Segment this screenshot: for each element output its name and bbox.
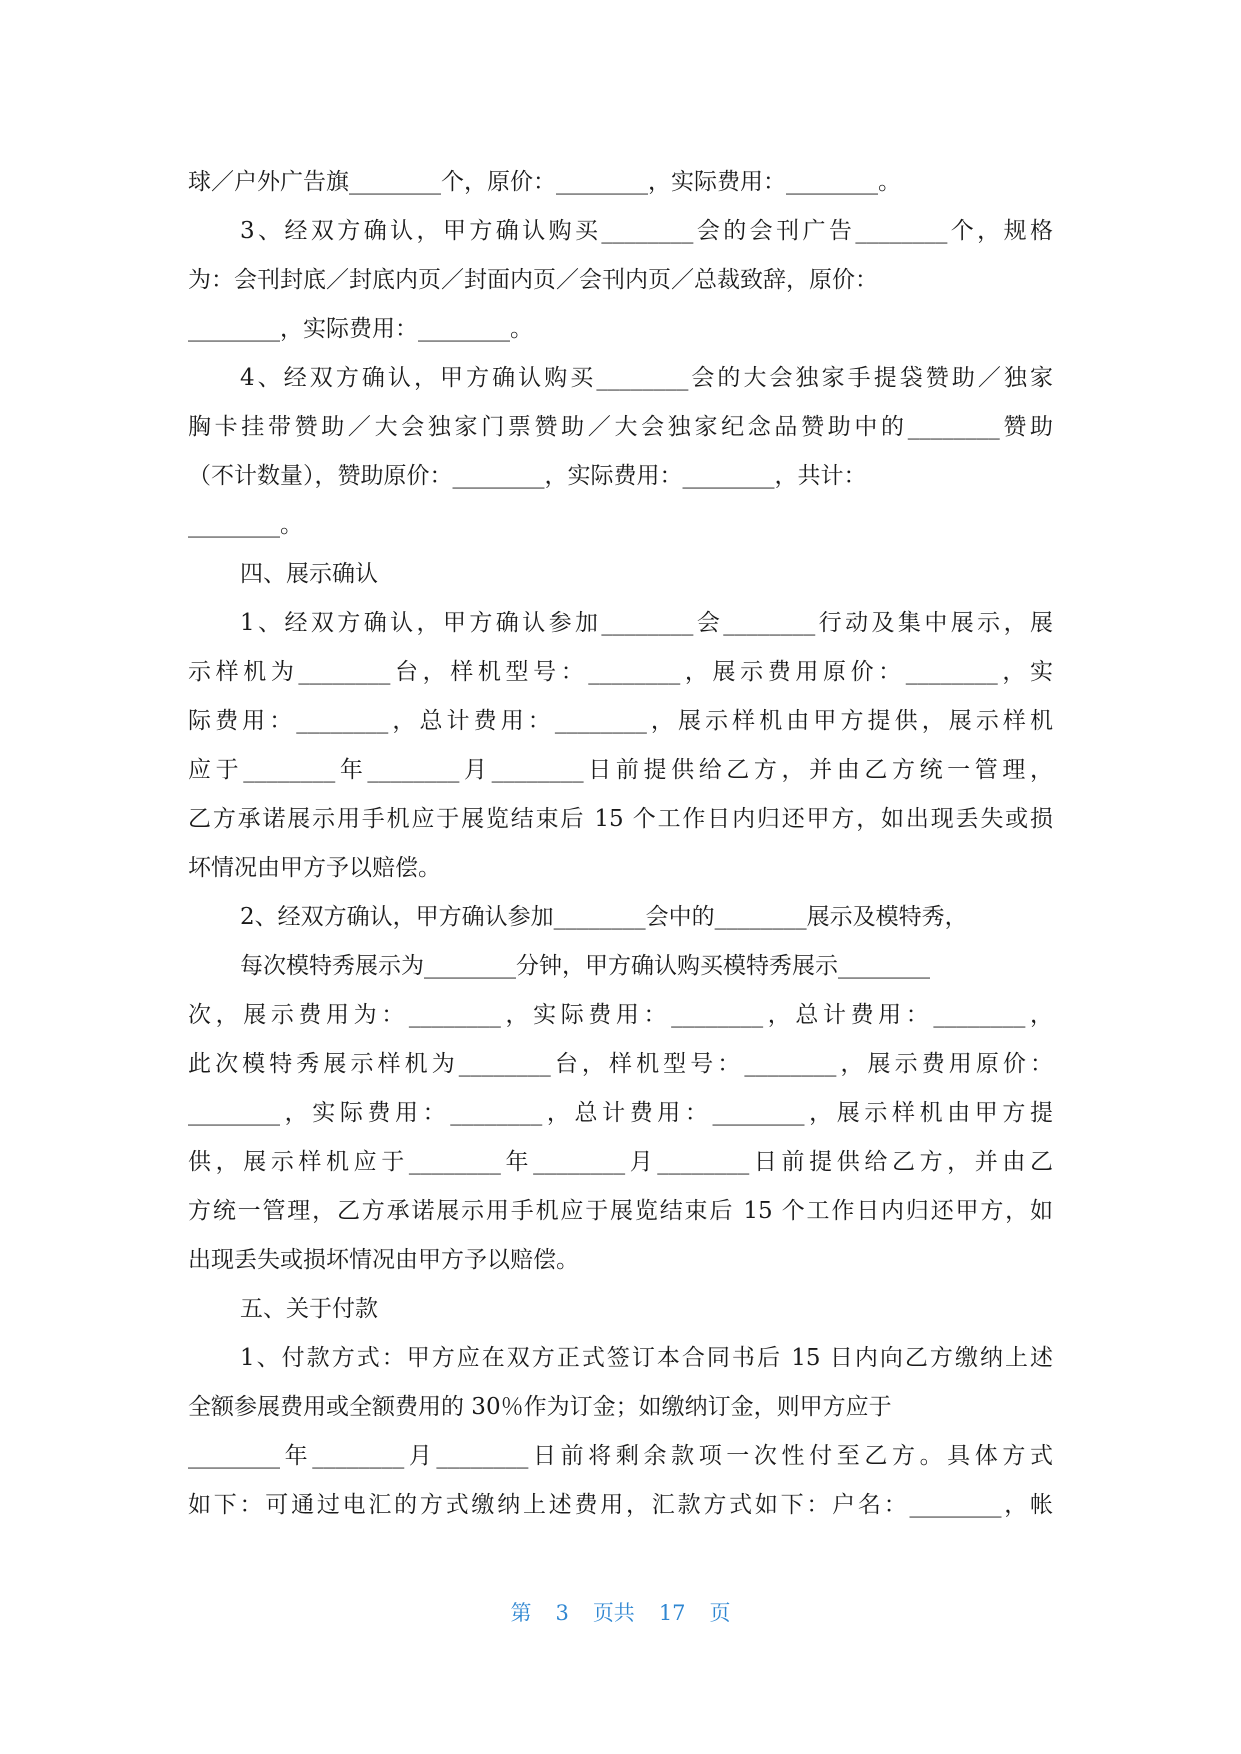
text-line: 际费用：________，总计费用：________，展示样机由甲方提供，展示样机 <box>188 708 1053 734</box>
text-line: 3、经双方确认，甲方确认购买________会的会刊广告________个，规格 <box>240 218 1053 244</box>
text-line: 坏情况由甲方予以赔偿。 <box>188 855 441 881</box>
text-line: 乙方承诺展示用手机应于展览结束后 15 个工作日内归还甲方，如出现丢失或损 <box>188 806 1053 832</box>
text-line: 供，展示样机应于________年________月________日前提供给乙方，并由乙 <box>188 1149 1053 1175</box>
text-line: 1、经双方确认，甲方确认参加________会________行动及集中展示，展 <box>240 610 1053 636</box>
footer-suffix: 页 <box>709 1601 731 1625</box>
text-line: ________，实际费用：________。 <box>188 316 533 342</box>
text-line: 次，展示费用为：________，实际费用：________，总计费用：________， <box>188 1002 1053 1028</box>
text-line: 方统一管理，乙方承诺展示用手机应于展览结束后 15 个工作日内归还甲方，如 <box>188 1198 1053 1224</box>
text-line: 2、经双方确认，甲方确认参加________会中的________展示及模特秀， <box>240 904 968 930</box>
text-line: 为：会刊封底／封底内页／封面内页／会刊内页／总裁致辞，原价： <box>188 267 878 293</box>
text-line: 胸卡挂带赞助／大会独家门票赞助／大会独家纪念品赞助中的________赞助 <box>188 414 1053 440</box>
text-line: 五、关于付款 <box>240 1296 378 1322</box>
text-line: ________，实际费用：________，总计费用：________，展示样机由甲方提 <box>188 1100 1053 1126</box>
text-line: 1、付款方式：甲方应在双方正式签订本合同书后 15 日内向乙方缴纳上述 <box>240 1345 1053 1371</box>
footer-middle: 页共 <box>592 1601 635 1625</box>
page-number-footer <box>0 1597 1241 1627</box>
document-body <box>188 158 1053 1530</box>
text-line: 此次模特秀展示样机为________台，样机型号：________，展示费用原价： <box>188 1051 1053 1077</box>
text-line: 如下：可通过电汇的方式缴纳上述费用，汇款方式如下：户名：________，帐 <box>188 1492 1053 1518</box>
text-line: （不计数量），赞助原价：________，实际费用：________，共计： <box>188 463 867 489</box>
text-line: 出现丢失或损坏情况由甲方予以赔偿。 <box>188 1247 579 1273</box>
footer-current-page: 3 <box>555 1601 569 1625</box>
text-line: 4、经双方确认，甲方确认购买________会的大会独家手提袋赞助／独家 <box>240 365 1053 391</box>
text-line: 四、展示确认 <box>240 561 378 587</box>
text-line: ________。 <box>188 512 303 538</box>
footer-total-pages: 17 <box>658 1601 686 1625</box>
text-line: 每次模特秀展示为________分钟，甲方确认购买模特秀展示________ <box>240 953 930 979</box>
text-line: 球／户外广告旗________个，原价：________，实际费用：________。 <box>188 169 901 195</box>
text-line: 全额参展费用或全额费用的 30％作为订金；如缴纳订金，则甲方应于 <box>188 1394 892 1420</box>
footer-prefix: 第 <box>510 1601 532 1625</box>
text-line: 示样机为________台，样机型号：________，展示费用原价：________，实 <box>188 659 1053 685</box>
text-line: 应于________年________月________日前提供给乙方，并由乙方统一管理， <box>188 757 1053 783</box>
text-line: ________年________月________日前将剩余款项一次性付至乙方。具体方式 <box>188 1443 1053 1469</box>
